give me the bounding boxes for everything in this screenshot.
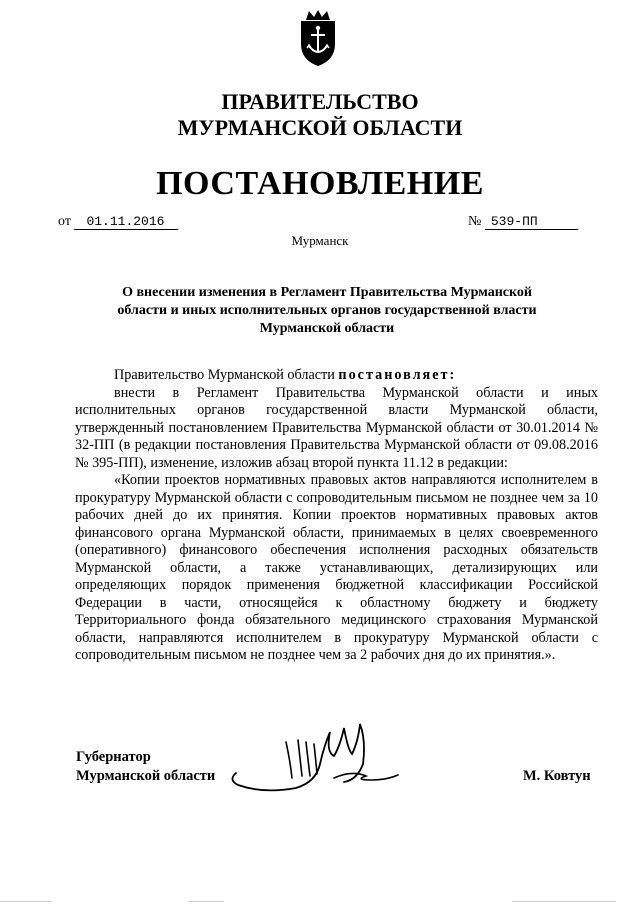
number-value: 539-ПП bbox=[485, 214, 578, 230]
subject-line: Мурманской области bbox=[259, 321, 395, 336]
document-number bbox=[468, 214, 578, 230]
body-intro bbox=[75, 367, 598, 385]
subject-line: области и иных исполнительных органов государственной власти bbox=[117, 303, 537, 318]
signatory-name: М. Ковтун bbox=[523, 768, 591, 784]
handwritten-signature bbox=[226, 718, 416, 800]
org-name-line2: МУРМАНСКОЙ ОБЛАСТИ bbox=[177, 115, 463, 140]
scan-artifact-line bbox=[0, 901, 52, 902]
scan-artifact-line bbox=[512, 901, 616, 902]
document-city: Мурманск bbox=[291, 233, 349, 248]
signatory-title-line: Мурманской области bbox=[76, 768, 216, 784]
document-type-title: ПОСТАНОВЛЕНИЕ bbox=[156, 165, 484, 202]
document-date bbox=[58, 214, 178, 230]
body-paragraph: внести в Регламент Правительства Мурманской области и иных исполнительных органов государственной власти Мурманской области, утвержденный постановлением Правительства Мурманской области от 30.01.2014 № 32-ПП (в редакции постановления Правительства Мурманской области от 09.08.2016 № 395-ПП), изменение, изложив абзац второй пункта 11.12 в редакции: bbox=[75, 384, 598, 471]
org-name-line1: ПРАВИТЕЛЬСТВО bbox=[221, 89, 419, 114]
intro-text: Правительство Мурманской области bbox=[114, 367, 339, 383]
signatory-title bbox=[76, 748, 215, 786]
signatory-title-line: Губернатор bbox=[76, 749, 151, 765]
subject-line: О внесении изменения в Регламент Правительства Мурманской bbox=[122, 285, 532, 300]
decree-word: постановляет: bbox=[338, 367, 457, 383]
document-subject bbox=[108, 284, 546, 338]
body-paragraph: «Копии проектов нормативных правовых актов направляются исполнителем в прокуратуру Мурманской области с сопроводительным письмом не позднее чем за 10 рабочих дней до их принятия. Копии проектов нормативных правовых актов финансового органа Мурманской области, принимаемых в целях своевременного (оперативного) финансового обеспечения исполнения расходных обязательств Мурманской области, а также устанавливающих, детализирующих или определяющих порядок применения бюджетной классификации Российской Федерации в части, относящейся к областному бюджету и бюджету Территориального фонда обязательного медицинского страхования Мурманской области, направляются исполнителем в прокуратуру Мурманской области с сопроводительным письмом не позднее чем за 2 рабочих дня до их принятия.». bbox=[75, 472, 598, 663]
document-body bbox=[75, 367, 598, 665]
coat-of-arms-icon bbox=[294, 8, 342, 68]
date-value: 01.11.2016 bbox=[74, 214, 178, 230]
number-prefix: № bbox=[468, 214, 482, 229]
scan-artifact-line bbox=[188, 901, 224, 902]
date-prefix: от bbox=[58, 214, 71, 229]
